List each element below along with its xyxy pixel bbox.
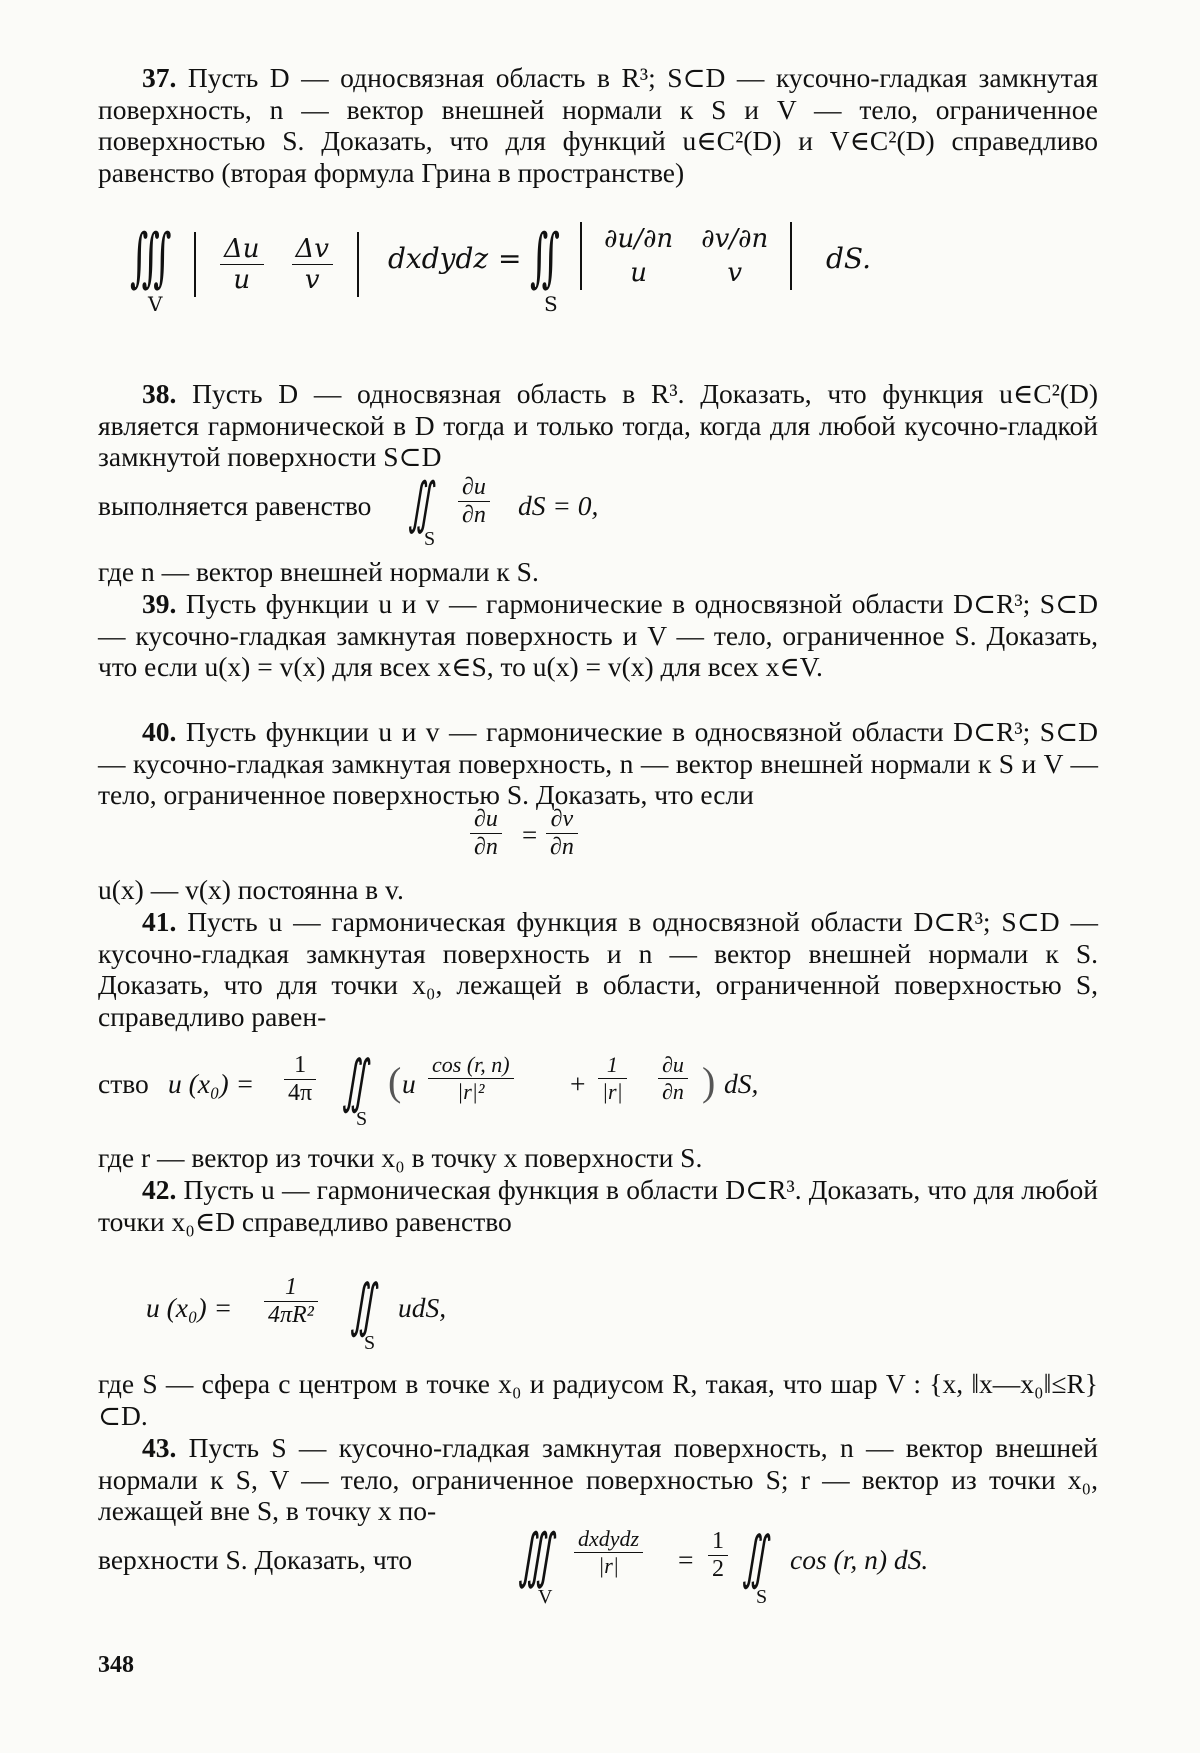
double-integral-sign: ∬ [350, 1273, 376, 1338]
differential: dxdydz [388, 242, 489, 275]
frac-den: |r|² [457, 1079, 485, 1104]
problem-text: Пусть D — односвязная область в R³; S⊂D — кусочно-гладкая замкнутая поверхность, n — вектор внешней нормали к S и V — тело, ограниченное поверхностью S. Доказать, что для функций u∈C²(D) и V∈C²(D) справедливо равенство (вторая формула Грина в пространстве) [98, 62, 1098, 188]
frac-num: ∂u [458, 474, 490, 502]
conclusion-line: u(x) — v(x) постоянна в v. [98, 874, 404, 905]
lead-text: ство [98, 1068, 149, 1099]
determinant-left [194, 232, 359, 297]
equals-sign: = [678, 1544, 694, 1575]
brace-open: ( [388, 1059, 402, 1104]
problem-text: Пусть u — гармоническая функция в односвязной области D⊂R³; S⊂D — кусочно-гладкая замкнутая поверхность и n — вектор внешней нормали к S. Доказать, что для точки x₀, лежащей в области, ограниченной поверхностью S, справедливо равен- [98, 906, 1098, 1032]
integration-domain: V [148, 292, 163, 316]
integration-surface: S [756, 1586, 768, 1608]
double-integral-sign: ∬ [408, 473, 433, 535]
problem-text: Пусть функции u и v — гармонические в односвязной области D⊂R³; S⊂D — кусочно-гладкая замкнутая поверхность и V — тело, ограниченное S. Доказать, что если u(x) = v(x) для всех x∈S, то u(x) = v(x) для всех x∈V. [98, 588, 1098, 682]
problem-39 [98, 588, 1098, 683]
reciprocal-term [598, 1052, 627, 1105]
integrand-fraction [574, 1526, 643, 1579]
where-line: где S — сфера с центром в точке x₀ и радиусом R, такая, что шар V : {x, ‖x—x₀‖≤R}⊂D. [98, 1368, 1098, 1431]
frac-den: ∂n [662, 1079, 684, 1104]
determinant-right [580, 222, 792, 290]
problem-41 [98, 906, 1098, 1032]
lead-text: выполняется равенство [98, 490, 372, 521]
constant [708, 1528, 728, 1583]
frac-den: 4π [288, 1080, 313, 1106]
lhs: u (x₀) = [146, 1292, 233, 1323]
normal-derivative [458, 474, 490, 529]
frac-den: |r| [602, 1079, 623, 1104]
problem-number: 41. [142, 906, 177, 937]
page-number: 348 [98, 1652, 134, 1678]
problem-42 [98, 1174, 1098, 1237]
differential: dS. [826, 242, 872, 275]
frac-den: ∂n [550, 834, 574, 860]
lead-text: верхности S. Доказать, что [98, 1544, 413, 1575]
frac-num: 1 [284, 1052, 316, 1080]
det-entry: ∂v/∂n [701, 224, 769, 254]
problem-40 [98, 716, 1098, 811]
problem-number: 40. [142, 716, 177, 747]
normal-derivative-v [546, 806, 578, 861]
integration-domain: V [538, 1586, 553, 1608]
problem-43 [98, 1432, 1098, 1527]
frac-den: |r| [598, 1553, 619, 1578]
equals-sign: = [498, 242, 522, 275]
problem-number: 37. [142, 62, 177, 93]
frac-num: ∂v [546, 806, 578, 834]
problem-text: Пусть S — кусочно-гладкая замкнутая поверхность, n — вектор внешней нормали к S, V — тело, ограниченное поверхностью S; r — вектор из точки x₀, лежащей вне S, в точку x по- [98, 1432, 1098, 1526]
problem-number: 39. [142, 588, 177, 619]
problem-number: 38. [142, 378, 177, 409]
integration-surface: S [424, 528, 436, 550]
plus-sign: + [570, 1068, 586, 1099]
det-entry: ∂u/∂n [604, 224, 674, 254]
differential: dS, [724, 1068, 759, 1099]
integration-surface: S [364, 1332, 376, 1354]
det-entry: v [304, 265, 320, 295]
double-integral-sign: ∬ [342, 1049, 368, 1114]
where-block [98, 1368, 1098, 1431]
frac-den: ∂n [462, 502, 486, 528]
integration-surface: S [544, 292, 558, 316]
det-entry: v [727, 258, 743, 288]
frac-num: 1 [598, 1052, 627, 1079]
where-line: где n — вектор внешней нормали к S. [98, 556, 539, 587]
problem-text: Пусть функции u и v — гармонические в односвязной области D⊂R³; S⊂D — кусочно-гладкая замкнутая поверхность, n — вектор внешней нормали к S и V — тело, ограниченное поверхностью S. Доказать, что если [98, 716, 1098, 810]
term-u: u [402, 1068, 416, 1099]
det-entry: Δv [292, 234, 333, 265]
double-integral-sign: ∬ [742, 1525, 768, 1590]
frac-den: 4πR² [268, 1302, 314, 1328]
problem-text: Пусть D — односвязная область в R³. Доказать, что функция u∈C²(D) является гармонической в D тогда и только тогда, когда для любой кусочно-гладкой замкнутой поверхности S⊂D [98, 378, 1098, 472]
integration-surface: S [356, 1108, 368, 1130]
problem-37 [98, 62, 1098, 188]
triple-integral-sign: ∭ [130, 221, 172, 295]
problem-number: 43. [142, 1432, 177, 1463]
frac-num: 1 [708, 1528, 728, 1556]
det-entry: Δu [220, 234, 264, 265]
differential: dS = 0, [518, 490, 599, 521]
constant [284, 1052, 316, 1107]
frac-num: ∂u [658, 1052, 688, 1079]
normal-derivative [658, 1052, 688, 1105]
brace-close: ) [702, 1059, 716, 1104]
integrand: udS, [398, 1292, 447, 1323]
frac-num: dxdydz [574, 1526, 643, 1553]
problem-number: 42. [142, 1174, 177, 1205]
frac-den: 2 [712, 1556, 724, 1582]
cos-term [428, 1052, 514, 1105]
frac-num: cos (r, n) [428, 1052, 514, 1079]
double-integral-sign: ∬ [530, 221, 560, 295]
problem-text: Пусть u — гармоническая функция в области D⊂R³. Доказать, что для любой точки x₀∈D справедливо равенство [98, 1174, 1098, 1237]
frac-num: ∂u [470, 806, 502, 834]
frac-den: ∂n [474, 834, 498, 860]
integrand: cos (r, n) dS. [790, 1544, 929, 1575]
where-line: где r — вектор из точки x₀ в точку x поверхности S. [98, 1142, 703, 1173]
frac-num: 1 [264, 1274, 318, 1302]
det-entry: u [233, 265, 251, 295]
problem-38 [98, 378, 1098, 473]
normal-derivative-u [470, 806, 502, 861]
triple-integral-sign: ∭ [518, 1523, 553, 1589]
equals-sign: = [522, 820, 538, 850]
det-entry: u [630, 258, 647, 288]
constant [264, 1274, 318, 1329]
lhs: u (x₀) = [168, 1068, 255, 1099]
